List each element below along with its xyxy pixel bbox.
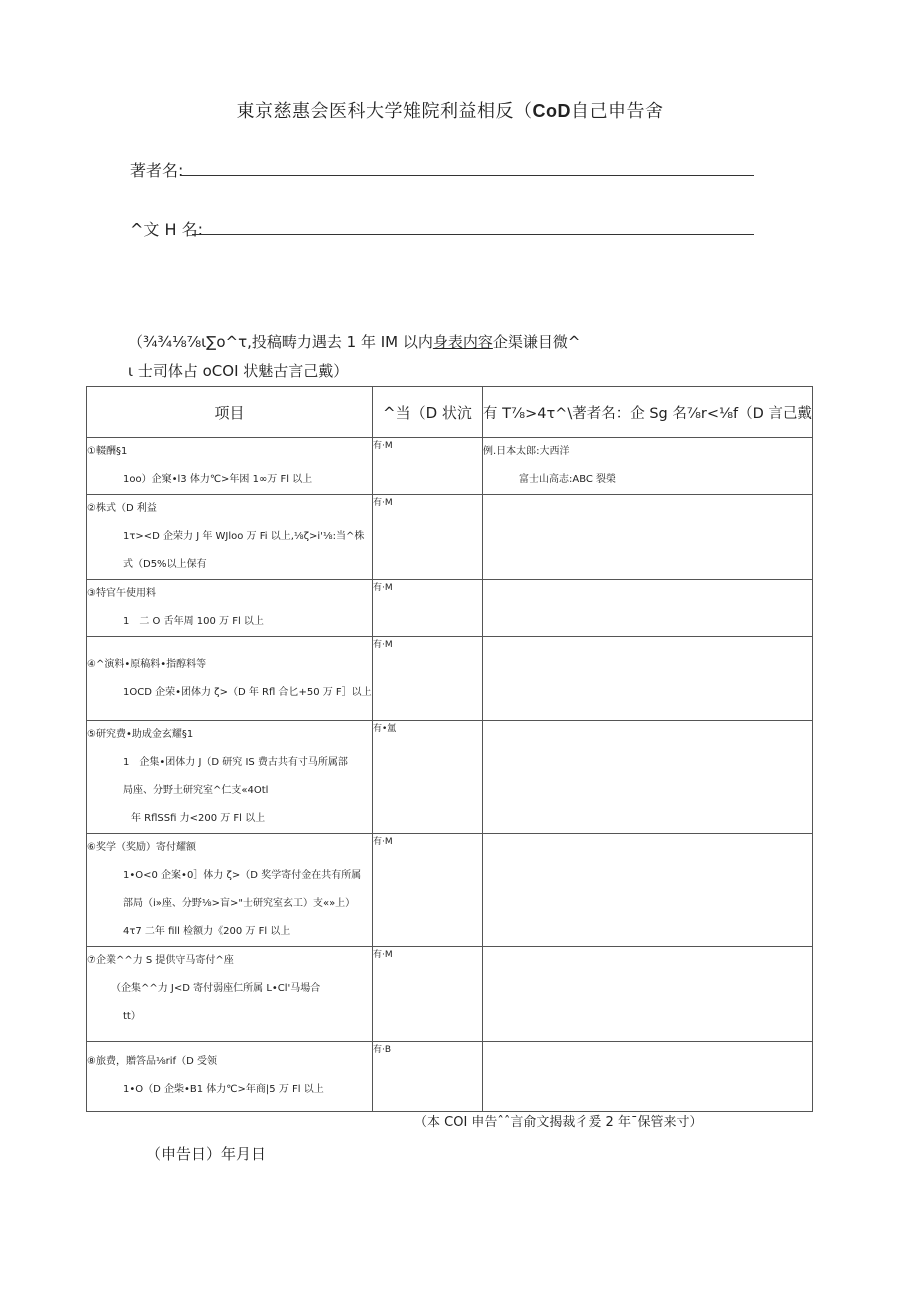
row-status[interactable]: 有·B bbox=[373, 1042, 483, 1112]
form-title bbox=[0, 97, 900, 123]
header-status: ^当（D 状沆 bbox=[373, 387, 483, 438]
row-status[interactable]: 有·M bbox=[373, 834, 483, 947]
author-field[interactable] bbox=[180, 175, 754, 176]
paper-title-label: ^文 H 名: bbox=[130, 220, 204, 239]
row-item: ⑥奖学（奖励）寄付耀额 1•O<0 企案•0］体力 ζ>（D 奖学寄付金在共有所属 部局（i»座、分野⅛>盲>"士研究室玄工）支«»上） 4τ7 二年 fill 检额力《200 万 Fl 以上 bbox=[87, 834, 373, 947]
paper-title-field[interactable] bbox=[192, 234, 754, 235]
table-header-row bbox=[87, 387, 813, 438]
row-status[interactable]: 有·M bbox=[373, 637, 483, 721]
header-item: 项目 bbox=[87, 387, 373, 438]
title-coi: CoD bbox=[532, 101, 571, 121]
row-item: ①輟酬§1 1oo）企窠•l3 体力℃>年困 1∞万 Fl 以上 bbox=[87, 438, 373, 495]
row-detail[interactable]: 例.日本太郎:大西洋 富士山高志:ABC 裂榮 bbox=[483, 438, 813, 495]
row-item: ⑤研究费•助成金玄耀§1 1 企集•团体力 J（D 研究 IS 费古共有寸马所属部 局座、分野土研究室^仁支«4Otl 年 RflSSfi 力<200 万 Fl 以上 bbox=[87, 721, 373, 834]
row-detail[interactable] bbox=[483, 947, 813, 1042]
intro-line-2: ι 士司体占 oCOI 状魅古言己戴） bbox=[128, 362, 349, 380]
row-status[interactable]: 有·M bbox=[373, 947, 483, 1042]
submission-date: （申告日）年月日 bbox=[146, 1145, 267, 1163]
title-tail: 自己申告舍 bbox=[571, 101, 664, 122]
coi-table bbox=[86, 386, 813, 1112]
author-label: 著者名: bbox=[130, 161, 184, 180]
row-detail[interactable] bbox=[483, 1042, 813, 1112]
row-item: ⑦企業^^力 S 提供守马寄付^座 （企集^^力 J<D 寄付弱座仁所属 L•Cl'马場合 tt） bbox=[87, 947, 373, 1042]
row-detail[interactable] bbox=[483, 721, 813, 834]
table-row bbox=[87, 580, 813, 637]
table-row bbox=[87, 721, 813, 834]
row-status[interactable]: 有·M bbox=[373, 495, 483, 580]
row-status[interactable]: 有·M bbox=[373, 438, 483, 495]
row-item: ②株式（D 利益 1τ><D 企荣力 J 年 WJloo 万 Fi 以上,⅛ζ>i'⅛:当^株 式（D5%以上保有 bbox=[87, 495, 373, 580]
row-detail[interactable] bbox=[483, 637, 813, 721]
intro-line-1: （¾¾⅛⅞ι∑o^τ,投稿畴力遇去 1 年 IM 以内身表内容企渠谦目微^ bbox=[128, 333, 581, 351]
title-text: 東京慈惠会医科大学雉院利益相反（ bbox=[236, 101, 533, 122]
table-row bbox=[87, 834, 813, 947]
row-item: ④^演料•原稿料•指醇料等 1OCD 企荣•团体力 ζ>（D 年 Rfl 合匕+50 万 F］以上 bbox=[87, 637, 373, 721]
footnote: （本 COI 申告ˆˆ言俞文揭裁彳爰 2 年ˉ保管来寸） bbox=[414, 1115, 703, 1130]
table-row bbox=[87, 637, 813, 721]
row-detail[interactable] bbox=[483, 580, 813, 637]
row-item: ⑧旅费，贈答品⅛rif（D 受领 1•O（D 企柴•B1 体力℃>年商|5 万 Fl 以上 bbox=[87, 1042, 373, 1112]
table-row bbox=[87, 1042, 813, 1112]
row-status[interactable]: 有•氲 bbox=[373, 721, 483, 834]
row-status[interactable]: 有·M bbox=[373, 580, 483, 637]
table-row bbox=[87, 438, 813, 495]
table-row bbox=[87, 947, 813, 1042]
row-item: ③特官午使用料 1 二 O 舌年周 100 万 Fl 以上 bbox=[87, 580, 373, 637]
row-detail[interactable] bbox=[483, 834, 813, 947]
row-detail[interactable] bbox=[483, 495, 813, 580]
header-detail: 有 T⅞>4τ^\著者名：企 Sg 名⅞r<⅛f（D 言己戴 bbox=[483, 387, 813, 438]
table-row bbox=[87, 495, 813, 580]
